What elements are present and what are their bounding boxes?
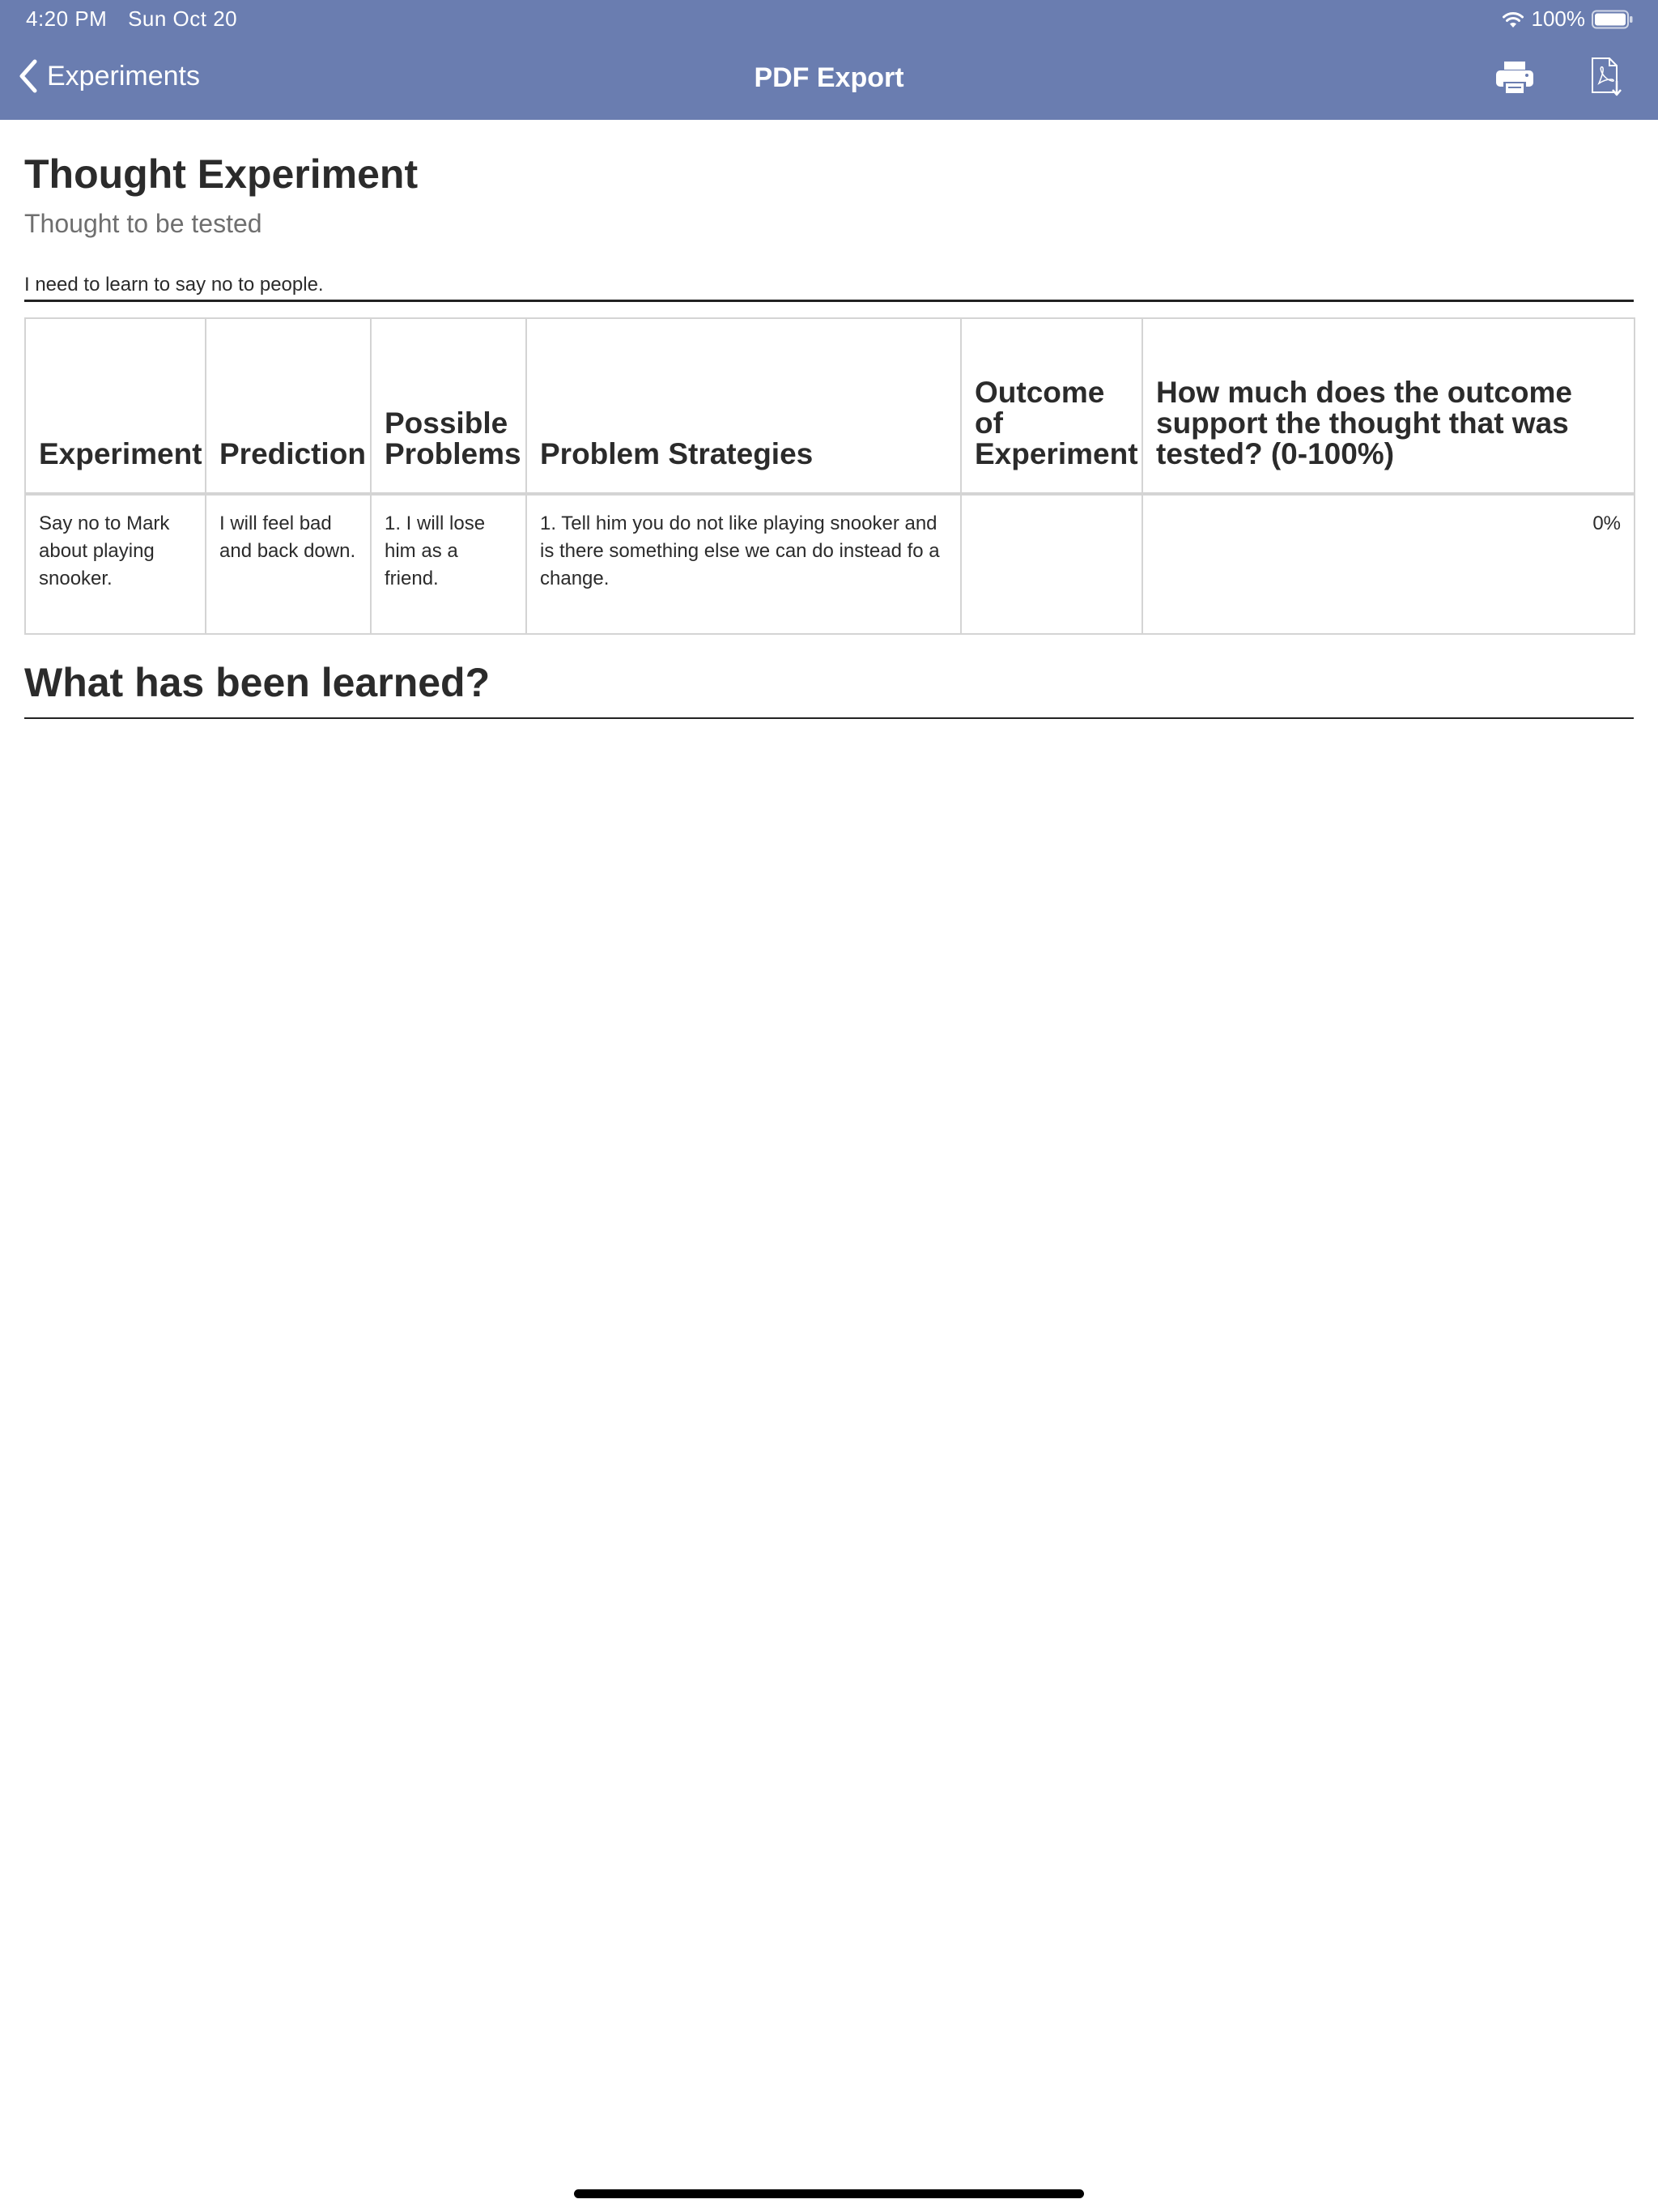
column-header-possible-problems: Possible Problems xyxy=(371,318,526,494)
printer-icon[interactable] xyxy=(1494,60,1535,96)
page-title: PDF Export xyxy=(754,62,904,93)
cell-experiment: Say no to Mark about playing snooker. xyxy=(25,494,206,634)
status-bar-time xyxy=(26,6,237,32)
cell-possible-problems: 1. I will lose him as a friend. xyxy=(371,494,526,634)
document-title: Thought Experiment xyxy=(24,151,419,197)
experiment-table xyxy=(24,317,1635,635)
column-header-problem-strategies: Problem Strategies xyxy=(526,318,961,494)
cell-support-rating: 0% xyxy=(1142,494,1635,634)
chevron-left-icon xyxy=(18,58,39,94)
back-button-label: Experiments xyxy=(47,60,200,91)
column-header-experiment: Experiment xyxy=(25,318,206,494)
back-button[interactable] xyxy=(18,58,200,94)
thought-text: I need to learn to say no to people. xyxy=(24,274,1634,302)
column-header-support-rating: How much does the outcome support the thought that was tested? (0-100%) xyxy=(1142,318,1635,494)
pdf-download-icon[interactable] xyxy=(1590,57,1622,97)
table-row xyxy=(25,494,1635,634)
battery-icon xyxy=(1592,10,1634,29)
cell-prediction: I will feel bad and back down. xyxy=(206,494,371,634)
column-header-outcome: Outcome of Experiment xyxy=(961,318,1142,494)
table-header-row xyxy=(25,318,1635,494)
navigation-bar xyxy=(0,0,1658,120)
learned-section-title: What has been learned? xyxy=(24,659,1634,719)
wifi-icon xyxy=(1501,10,1525,29)
status-time: 4:20 PM xyxy=(26,6,108,31)
column-header-prediction: Prediction xyxy=(206,318,371,494)
cell-problem-strategies: 1. Tell him you do not like playing snooker and is there something else we can do instead fo a change. xyxy=(526,494,961,634)
home-indicator[interactable] xyxy=(574,2189,1084,2198)
status-bar-right xyxy=(1501,6,1635,32)
document-subtitle: Thought to be tested xyxy=(24,209,262,238)
battery-percentage: 100% xyxy=(1531,6,1585,31)
status-date: Sun Oct 20 xyxy=(128,6,238,31)
cell-outcome xyxy=(961,494,1142,634)
